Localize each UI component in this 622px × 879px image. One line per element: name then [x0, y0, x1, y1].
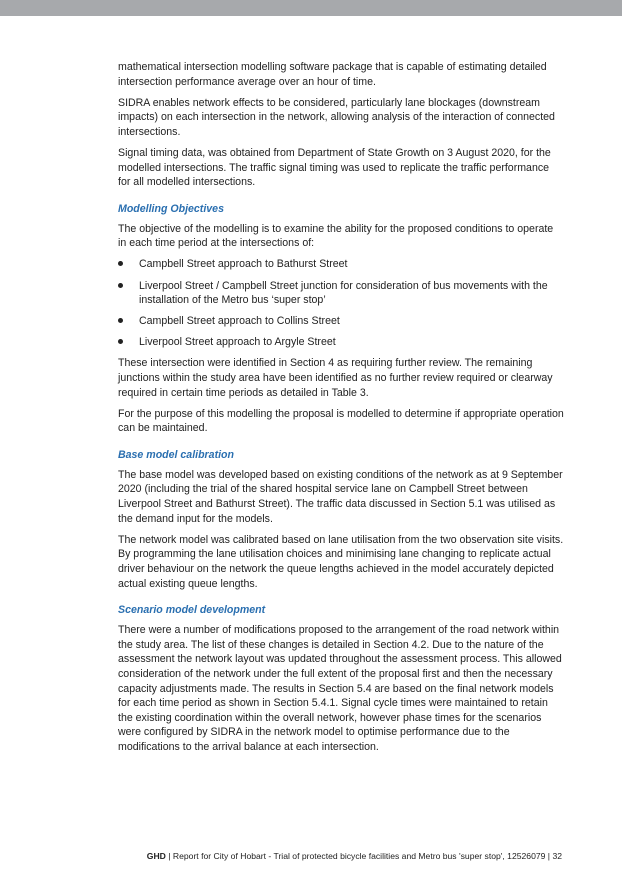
footer-text: | Report for City of Hobart - Trial of protected bicycle facilities and Metro bus 'super stop', 12526079 | — [165, 851, 553, 861]
paragraph: Signal timing data, was obtained from Department of State Growth on 3 August 2020, for the modelled intersections. The traffic signal timing was used to replicate the traffic performance for all modelled intersections. — [118, 146, 551, 189]
paragraph: The network model was calibrated based on lane utilisation from the two observation site visits. By programming the lane utilisation choices and minimising lane changing to replicate actual driver behaviour on the network the queue lengths achieved in the model accurately depicted actual existing queue lengths. — [118, 533, 564, 590]
paragraph: The objective of the modelling is to examine the ability for the proposed conditions to operate in each time period at the intersections of: — [118, 222, 554, 250]
footer-brand: GHD — [146, 851, 166, 861]
bullet-list — [118, 257, 564, 349]
bullet-icon — [118, 318, 123, 323]
section-heading-scenario-model: Scenario model development — [118, 604, 266, 617]
list-item — [118, 314, 564, 329]
paragraph: These intersection were identified in Section 4 as requiring further review. The remaining junctions within the study area have been identified as no further review required or clearway required in certain time periods as detailed in Table 3. — [118, 357, 553, 399]
page-number: 32 — [552, 851, 562, 861]
list-item — [118, 279, 564, 308]
paragraph: For the purpose of this modelling the proposal is modelled to determine if appropriate operation can be maintained. — [118, 407, 564, 435]
section-heading-base-model: Base model calibration — [118, 448, 234, 461]
list-item-text: Campbell Street approach to Collins Street — [139, 315, 340, 328]
bullet-icon — [118, 339, 123, 344]
section-heading-modelling-objectives: Modelling Objectives — [118, 202, 224, 215]
list-item-text: Liverpool Street approach to Argyle Street — [139, 336, 336, 349]
paragraph: The base model was developed based on existing conditions of the network as at 9 September 2020 (including the trial of the shared hospital service lane on Campbell Street between Liverpool Street and Bathurst Street). The traffic data discussed in Section 5.1 was utilised as the demand input for the models. — [118, 468, 563, 525]
page-header-bar — [0, 0, 622, 16]
paragraph: mathematical intersection modelling software package that is capable of estimating detailed intersection performance average over an hour of time. — [118, 61, 547, 88]
list-item — [118, 257, 564, 272]
list-item — [118, 335, 564, 350]
list-item-text: Liverpool Street / Campbell Street junction for consideration of bus movements with the installation of the Metro bus ‘super stop’ — [139, 279, 548, 307]
document-body — [118, 60, 564, 761]
page-footer — [147, 851, 562, 861]
bullet-icon — [118, 261, 123, 266]
list-item-text: Campbell Street approach to Bathurst Street — [139, 258, 348, 271]
paragraph: There were a number of modifications proposed to the arrangement of the road network within the study area. The list of these changes is detailed in Section 4.2. Due to the nature of the assessment the network layout was updated throughout the assessment process. This allowed consideration of the network under the full extent of the proposal first and then the necessary capacity adjustments made. The results in Section 5.4 are based on the final network models for each time period as shown in Section 5.4.1. Signal cycle times were maintained to retain the existing coordination within the overall network, however phase times for the scenarios were configured by SIDRA in the network model to optimise performance due to the modifications to the arrival balance at each intersection. — [118, 624, 562, 753]
paragraph: SIDRA enables network effects to be considered, particularly lane blockages (downstream impacts) on each intersection in the network, allowing analysis of the interaction of connected intersections. — [118, 96, 555, 138]
bullet-icon — [118, 283, 123, 288]
